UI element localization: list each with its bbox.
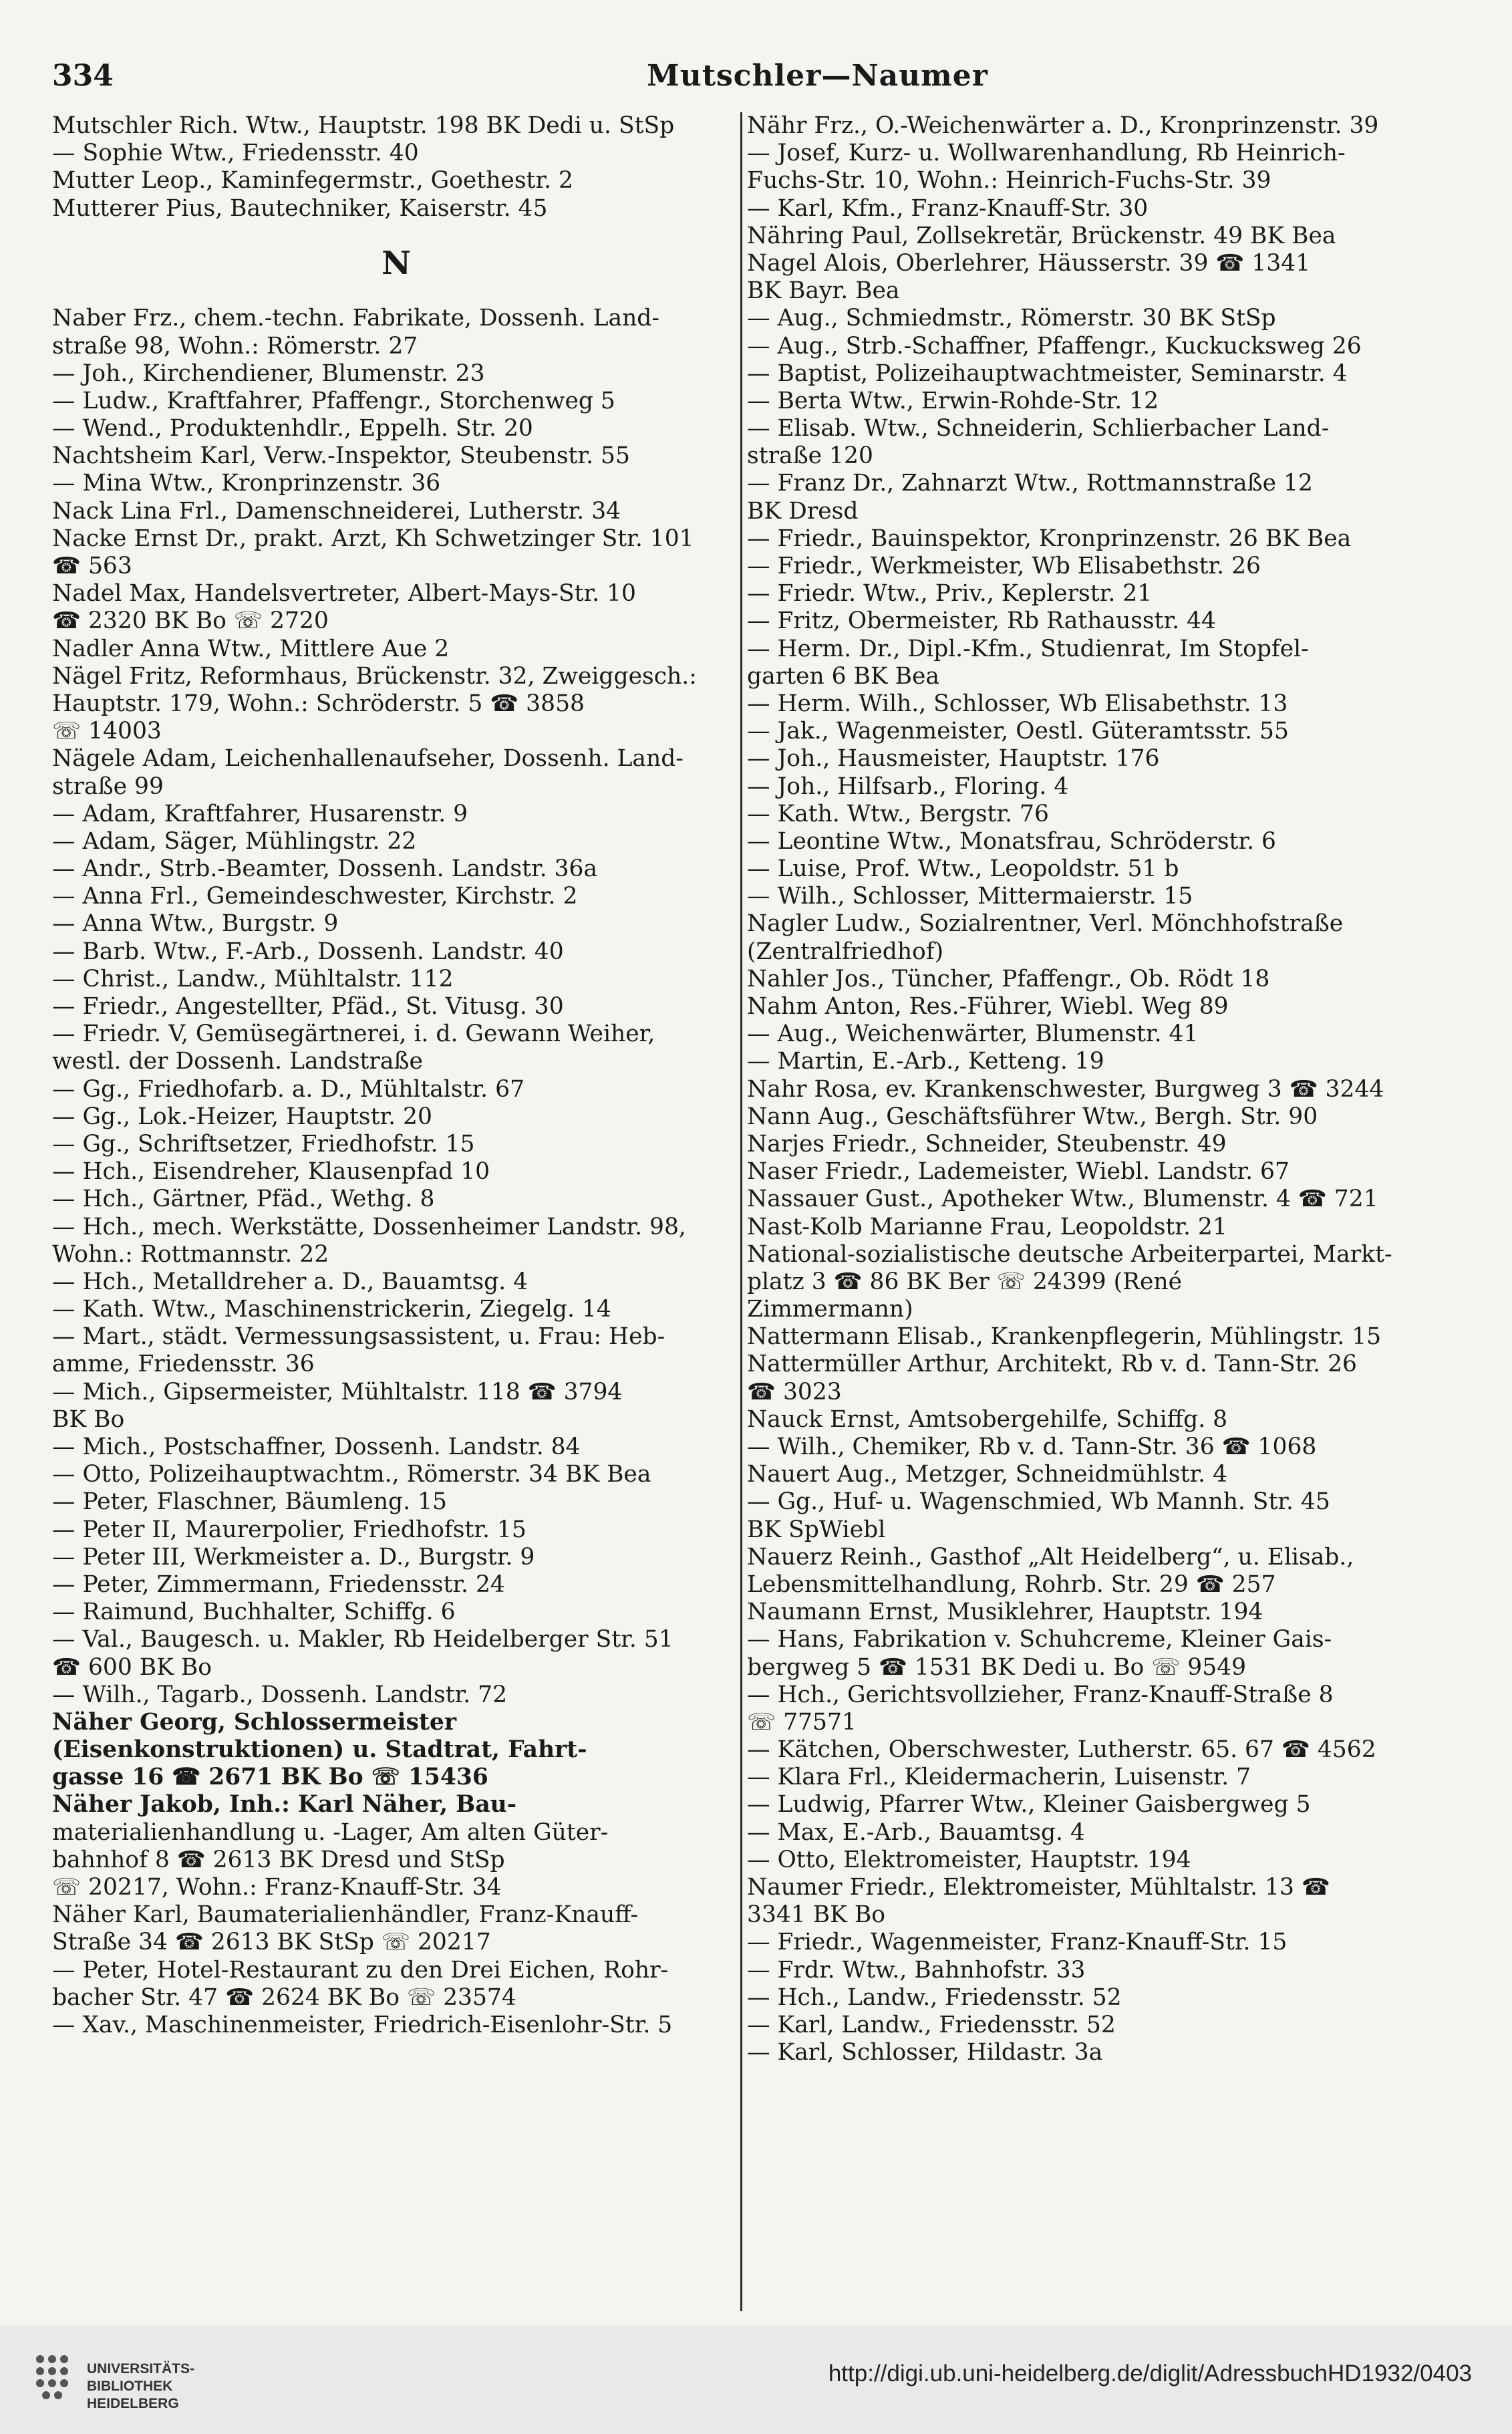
directory-entry-line: — Xav., Maschinenmeister, Friedrich-Eisenlohr-Str. 5 bbox=[52, 2011, 673, 2038]
directory-entry-line: Nägel Fritz, Reformhaus, Brückenstr. 32, Zweiggesch.: bbox=[52, 662, 697, 690]
directory-entry-line: Nahm Anton, Res.-Führer, Wiebl. Weg 89 bbox=[747, 993, 1229, 1020]
directory-entry-line: — Joh., Hausmeister, Hauptstr. 176 bbox=[747, 745, 1160, 773]
directory-entry-line: ☏ 14003 bbox=[52, 718, 162, 745]
directory-entry-line: BK Bo bbox=[52, 1405, 125, 1433]
directory-entry-line: — Anna Wtw., Burgstr. 9 bbox=[52, 910, 339, 938]
directory-entry-line: Naber Frz., chem.-techn. Fabrikate, Dossenh. Land- bbox=[52, 305, 660, 332]
directory-entry-line: — Friedr., Bauinspektor, Kronprinzenstr. 26 BK Bea bbox=[747, 525, 1352, 552]
directory-entry-line: — Friedr., Wagenmeister, Franz-Knauff-Str. 15 bbox=[747, 1929, 1288, 1956]
directory-entry-line: — Elisab. Wtw., Schneiderin, Schlierbacher Land- bbox=[747, 415, 1330, 442]
directory-entry-line: — Hch., Gerichtsvollzieher, Franz-Knauff-Straße 8 bbox=[747, 1681, 1334, 1708]
directory-entry-line: — Hch., mech. Werkstätte, Dossenheimer Landstr. 98, bbox=[52, 1213, 686, 1240]
directory-entry-line: straße 98, Wohn.: Römerstr. 27 bbox=[52, 332, 418, 360]
directory-entry-line: 3341 BK Bo bbox=[747, 1901, 885, 1929]
directory-entry-line: Nauert Aug., Metzger, Schneidmühlstr. 4 bbox=[747, 1461, 1228, 1488]
directory-entry-line: Nast-Kolb Marianne Frau, Leopoldstr. 21 bbox=[747, 1213, 1227, 1240]
directory-entry-line: — Franz Dr., Zahnarzt Wtw., Rottmannstraße 12 bbox=[747, 470, 1313, 497]
directory-entry-line: Fuchs-Str. 10, Wohn.: Heinrich-Fuchs-Str. 39 bbox=[747, 167, 1271, 194]
directory-entry-line: ☎ 563 bbox=[52, 553, 132, 580]
directory-entry-line: materialienhandlung u. -Lager, Am alten Güter- bbox=[52, 1818, 609, 1846]
directory-entry-line: — Otto, Polizeihauptwachtm., Römerstr. 34 BK Bea bbox=[52, 1461, 651, 1488]
directory-entry-line: — Kätchen, Oberschwester, Lutherstr. 65. 67 ☎ 4562 bbox=[747, 1736, 1376, 1764]
directory-entry-line: — Friedr., Werkmeister, Wb Elisabethstr. 26 bbox=[747, 553, 1261, 579]
directory-entry-line: — Kath. Wtw., Maschinenstrickerin, Ziegelg. 14 bbox=[52, 1296, 611, 1323]
directory-entry-line: Näher Georg, Schlossermeister bbox=[52, 1708, 456, 1736]
directory-entry-line: bahnhof 8 ☎ 2613 BK Dresd und StSp bbox=[52, 1846, 505, 1873]
directory-entry-line: — Hch., Metalldreher a. D., Bauamtsg. 4 bbox=[52, 1268, 528, 1295]
directory-entry-line: — Fritz, Obermeister, Rb Rathausstr. 44 bbox=[747, 607, 1217, 635]
directory-entry-line: — Gg., Friedhofarb. a. D., Mühltalstr. 67 bbox=[52, 1075, 525, 1103]
directory-entry-line: straße 120 bbox=[747, 442, 873, 470]
directory-entry-line: — Martin, E.-Arb., Ketteng. 19 bbox=[747, 1048, 1104, 1075]
directory-entry-line: Nadel Max, Handelsvertreter, Albert-Mays-Str. 10 bbox=[52, 580, 636, 607]
directory-entry-line: BK SpWiebl bbox=[747, 1516, 886, 1543]
directory-entry-line: (Eisenkonstruktionen) u. Stadtrat, Fahrt- bbox=[52, 1736, 587, 1764]
directory-entry-line: Naser Friedr., Lademeister, Wiebl. Landstr. 67 bbox=[747, 1158, 1290, 1186]
directory-entry-line: — Anna Frl., Gemeindeschwester, Kirchstr. 2 bbox=[52, 883, 578, 910]
directory-entry-line: Mutschler Rich. Wtw., Hauptstr. 198 BK Dedi u. StSp bbox=[52, 112, 675, 139]
directory-entry-line: — Joh., Hilfsarb., Floring. 4 bbox=[747, 773, 1069, 800]
directory-entry-line: ☎ 2320 BK Bo ☏ 2720 bbox=[52, 607, 329, 635]
directory-entry-line: — Raimund, Buchhalter, Schiffg. 6 bbox=[52, 1599, 456, 1626]
directory-entry-line: — Wilh., Schlosser, Mittermaierstr. 15 bbox=[747, 883, 1193, 910]
directory-entry-line: — Friedr. Wtw., Priv., Keplerstr. 21 bbox=[747, 580, 1153, 607]
directory-entry-line: — Mich., Postschaffner, Dossenh. Landstr. 84 bbox=[52, 1434, 581, 1461]
directory-entry-line: — Baptist, Polizeihauptwachtmeister, Seminarstr. 4 bbox=[747, 360, 1348, 387]
section-letter: N bbox=[382, 244, 411, 282]
directory-entry-line: — Mich., Gipsermeister, Mühltalstr. 118 ☎ 3794 bbox=[52, 1378, 623, 1405]
directory-entry-line: Lebensmittelhandlung, Rohrb. Str. 29 ☎ 257 bbox=[747, 1571, 1276, 1598]
directory-entry-line: — Barb. Wtw., F.-Arb., Dossenh. Landstr. 40 bbox=[52, 938, 564, 965]
directory-entry-line: ☏ 20217, Wohn.: Franz-Knauff-Str. 34 bbox=[52, 1874, 502, 1901]
directory-entry-line: — Peter II, Maurerpolier, Friedhofstr. 15 bbox=[52, 1516, 526, 1543]
running-head: Mutschler—Naumer bbox=[647, 59, 988, 93]
directory-entry-line: — Hch., Gärtner, Pfäd., Wethg. 8 bbox=[52, 1186, 435, 1213]
directory-entry-line: Straße 34 ☎ 2613 BK StSp ☏ 20217 bbox=[52, 1929, 491, 1956]
directory-entry-line: (Zentralfriedhof) bbox=[747, 938, 944, 965]
directory-entry-line: — Otto, Elektromeister, Hauptstr. 194 bbox=[747, 1846, 1191, 1873]
directory-entry-line: — Friedr., Angestellter, Pfäd., St. Vitusg. 30 bbox=[52, 993, 564, 1021]
directory-entry-line: bacher Str. 47 ☎ 2624 BK Bo ☏ 23574 bbox=[52, 1984, 516, 2011]
directory-entry-line: BK Dresd bbox=[747, 497, 859, 525]
directory-entry-line: Nadler Anna Wtw., Mittlere Aue 2 bbox=[52, 635, 450, 662]
directory-entry-line: — Peter III, Werkmeister a. D., Burgstr. 9 bbox=[52, 1543, 535, 1571]
directory-entry-line: Näher Jakob, Inh.: Karl Näher, Bau- bbox=[52, 1791, 517, 1818]
directory-entry-line: — Leontine Wtw., Monatsfrau, Schröderstr. 6 bbox=[747, 827, 1276, 855]
directory-entry-line: — Val., Baugesch. u. Makler, Rb Heidelberger Str. 51 bbox=[52, 1626, 673, 1653]
directory-entry-line: Nachtsheim Karl, Verw.-Inspektor, Steubenstr. 55 bbox=[52, 442, 630, 470]
directory-entry-line: — Hans, Fabrikation v. Schuhcreme, Kleiner Gais- bbox=[747, 1626, 1332, 1653]
directory-entry-line: — Hch., Landw., Friedensstr. 52 bbox=[747, 1984, 1122, 2011]
directory-entry-line: — Karl, Kfm., Franz-Knauff-Str. 30 bbox=[747, 194, 1149, 222]
directory-entry-line: — Berta Wtw., Erwin-Rohde-Str. 12 bbox=[747, 387, 1159, 414]
left-column bbox=[52, 112, 740, 2311]
directory-entry-line: — Aug., Strb.-Schaffner, Pfaffengr., Kuckucksweg 26 bbox=[747, 332, 1362, 360]
directory-entry-line: Nahr Rosa, ev. Krankenschwester, Burgweg 3 ☎ 3244 bbox=[747, 1075, 1384, 1103]
directory-entry-line: — Adam, Kraftfahrer, Husarenstr. 9 bbox=[52, 800, 468, 827]
directory-entry-line: — Peter, Hotel-Restaurant zu den Drei Eichen, Rohr- bbox=[52, 1956, 669, 1984]
library-line: HEIDELBERG bbox=[87, 2396, 179, 2411]
directory-entry-line: Nagler Ludw., Sozialrentner, Verl. Mönchhofstraße bbox=[747, 910, 1344, 938]
directory-entry-line: — Mart., städt. Vermessungsassistent, u. Frau: Heb- bbox=[52, 1323, 665, 1351]
directory-entry-line: Naumer Friedr., Elektromeister, Mühltalstr. 13 ☎ bbox=[747, 1874, 1330, 1901]
directory-entry-line: — Christ., Landw., Mühltalstr. 112 bbox=[52, 965, 454, 992]
directory-entry-line: Naumann Ernst, Musiklehrer, Hauptstr. 194 bbox=[747, 1599, 1263, 1626]
directory-entry-line: Nacke Ernst Dr., prakt. Arzt, Kh Schwetzinger Str. 101 bbox=[52, 525, 694, 552]
directory-entry-line: ☎ 600 BK Bo bbox=[52, 1653, 212, 1681]
directory-entry-line: — Max, E.-Arb., Bauamtsg. 4 bbox=[747, 1818, 1085, 1846]
directory-entry-line: Nähring Paul, Zollsekretär, Brückenstr. 49 BK Bea bbox=[747, 222, 1336, 249]
directory-entry-line: Nauck Ernst, Amtsobergehilfe, Schiffg. 8 bbox=[747, 1405, 1228, 1433]
directory-entry-line: Mutter Leop., Kaminfegermstr., Goethestr. 2 bbox=[52, 167, 574, 194]
directory-entry-line: — Andr., Strb.-Beamter, Dossenh. Landstr. 36a bbox=[52, 855, 598, 883]
directory-entry-line: bergweg 5 ☎ 1531 BK Dedi u. Bo ☏ 9549 bbox=[747, 1653, 1247, 1681]
directory-entry-line: — Klara Frl., Kleidermacherin, Luisenstr. 7 bbox=[747, 1764, 1251, 1791]
directory-entry-line: Nattermüller Arthur, Architekt, Rb v. d. Tann-Str. 26 bbox=[747, 1351, 1357, 1378]
directory-entry-line: — Aug., Schmiedmstr., Römerstr. 30 BK StSp bbox=[747, 305, 1276, 332]
directory-entry-line: Nattermann Elisab., Krankenpflegerin, Mühlingstr. 15 bbox=[747, 1323, 1382, 1351]
directory-entry-line: platz 3 ☎ 86 BK Ber ☏ 24399 (René bbox=[747, 1268, 1183, 1295]
directory-entry-line: — Wilh., Tagarb., Dossenh. Landstr. 72 bbox=[52, 1681, 508, 1708]
directory-entry-line: westl. der Dossenh. Landstraße bbox=[52, 1048, 423, 1075]
directory-entry-line: Nägele Adam, Leichenhallenaufseher, Dossenh. Land- bbox=[52, 745, 684, 773]
directory-entry-line: — Gg., Lok.-Heizer, Hauptstr. 20 bbox=[52, 1103, 432, 1130]
directory-entry-line: — Aug., Weichenwärter, Blumenstr. 41 bbox=[747, 1021, 1199, 1048]
directory-entry-line: amme, Friedensstr. 36 bbox=[52, 1351, 315, 1378]
directory-entry-line: — Herm. Dr., Dipl.-Kfm., Studienrat, Im Stopfel- bbox=[747, 635, 1309, 662]
directory-entry-line: — Kath. Wtw., Bergstr. 76 bbox=[747, 800, 1049, 827]
directory-entry-line: — Joh., Kirchendiener, Blumenstr. 23 bbox=[52, 360, 485, 387]
viewer-footer bbox=[0, 2326, 1512, 2434]
directory-entry-line: — Wilh., Chemiker, Rb v. d. Tann-Str. 36 ☎ 1068 bbox=[747, 1434, 1317, 1460]
directory-entry-line: ☎ 3023 bbox=[747, 1378, 842, 1405]
directory-entry-line: — Gg., Huf- u. Wagenschmied, Wb Mannh. Str. 45 bbox=[747, 1488, 1330, 1516]
directory-entry-line: ☏ 77571 bbox=[747, 1708, 857, 1736]
directory-entry-line: gasse 16 ☎ 2671 BK Bo ☏ 15436 bbox=[52, 1764, 488, 1791]
directory-entry-line: — Ludw., Kraftfahrer, Pfaffengr., Storchenweg 5 bbox=[52, 387, 615, 414]
directory-entry-line: Narjes Friedr., Schneider, Steubenstr. 49 bbox=[747, 1130, 1227, 1158]
directory-entry-line: — Sophie Wtw., Friedensstr. 40 bbox=[52, 140, 419, 167]
directory-entry-line: — Herm. Wilh., Schlosser, Wb Elisabethstr. 13 bbox=[747, 690, 1288, 717]
library-name bbox=[87, 2360, 194, 2413]
directory-entry-line: — Luise, Prof. Wtw., Leopoldstr. 51 b bbox=[747, 855, 1179, 883]
directory-entry-line: — Adam, Säger, Mühlingstr. 22 bbox=[52, 827, 417, 855]
directory-entry-line: Nagel Alois, Oberlehrer, Häusserstr. 39 ☎ 1341 bbox=[747, 249, 1311, 277]
directory-entry-line: Wohn.: Rottmannstr. 22 bbox=[52, 1240, 329, 1268]
directory-entry-line: — Frdr. Wtw., Bahnhofstr. 33 bbox=[747, 1956, 1086, 1984]
directory-entry-line: Näher Karl, Baumaterialienhändler, Franz-Knauff- bbox=[52, 1901, 639, 1929]
directory-entry-line: — Karl, Landw., Friedensstr. 52 bbox=[747, 2011, 1116, 2038]
page-number: 334 bbox=[52, 59, 114, 93]
library-line: UNIVERSITÄTS- bbox=[87, 2361, 195, 2377]
directory-entry-line: — Peter, Flaschner, Bäumleng. 15 bbox=[52, 1488, 447, 1516]
directory-entry-line: — Hch., Eisendreher, Klausenpfad 10 bbox=[52, 1158, 490, 1186]
directory-entry-line: — Wend., Produktenhdlr., Eppelh. Str. 20 bbox=[52, 415, 533, 442]
right-column bbox=[747, 112, 1435, 2311]
directory-entry-line: Nähr Frz., O.-Weichenwärter a. D., Kronprinzenstr. 39 bbox=[747, 112, 1379, 139]
directory-entry-line: — Jak., Wagenmeister, Oestl. Güteramtsstr. 55 bbox=[747, 718, 1289, 745]
directory-entry-line: straße 99 bbox=[52, 773, 164, 800]
directory-entry-line: Nahler Jos., Tüncher, Pfaffengr., Ob. Rödt 18 bbox=[747, 965, 1270, 992]
directory-entry-line: Nauerz Reinh., Gasthof „Alt Heidelberg“, u. Elisab., bbox=[747, 1543, 1354, 1571]
library-line: BIBLIOTHEK bbox=[87, 2379, 173, 2394]
directory-entry-line: — Ludwig, Pfarrer Wtw., Kleiner Gaisbergweg 5 bbox=[747, 1791, 1311, 1818]
directory-entry-line: Nack Lina Frl., Damenschneiderei, Lutherstr. 34 bbox=[52, 497, 621, 525]
permalink-url[interactable]: http://digi.ub.uni-heidelberg.de/diglit/AdressbuchHD1932/0403 bbox=[828, 2360, 1472, 2387]
directory-entry-line: — Karl, Schlosser, Hildastr. 3a bbox=[747, 2039, 1103, 2066]
directory-entry-line: — Mina Wtw., Kronprinzenstr. 36 bbox=[52, 470, 441, 497]
directory-entry-line: Zimmermann) bbox=[747, 1296, 913, 1323]
directory-entry-line: — Josef, Kurz- u. Wollwarenhandlung, Rb Heinrich- bbox=[747, 140, 1346, 167]
directory-entry-line: garten 6 BK Bea bbox=[747, 662, 939, 690]
directory-entry-line: — Gg., Schriftsetzer, Friedhofstr. 15 bbox=[52, 1130, 475, 1158]
directory-entry-line: Nann Aug., Geschäftsführer Wtw., Bergh. Str. 90 bbox=[747, 1103, 1318, 1130]
directory-entry-line: Hauptstr. 179, Wohn.: Schröderstr. 5 ☎ 3858 bbox=[52, 690, 585, 717]
column-divider bbox=[740, 112, 742, 2311]
directory-entry-line: — Friedr. V, Gemüsegärtnerei, i. d. Gewann Weiher, bbox=[52, 1021, 655, 1048]
directory-entry-line: Nassauer Gust., Apotheker Wtw., Blumenstr. 4 ☎ 721 bbox=[747, 1186, 1378, 1213]
directory-entry-line: — Peter, Zimmermann, Friedensstr. 24 bbox=[52, 1571, 505, 1598]
directory-entry-line: BK Bayr. Bea bbox=[747, 277, 900, 305]
directory-entry-line: National-sozialistische deutsche Arbeiterpartei, Markt- bbox=[747, 1240, 1392, 1268]
page-header bbox=[52, 59, 1422, 99]
directory-entry-line: Mutterer Pius, Bautechniker, Kaiserstr. 45 bbox=[52, 194, 548, 222]
